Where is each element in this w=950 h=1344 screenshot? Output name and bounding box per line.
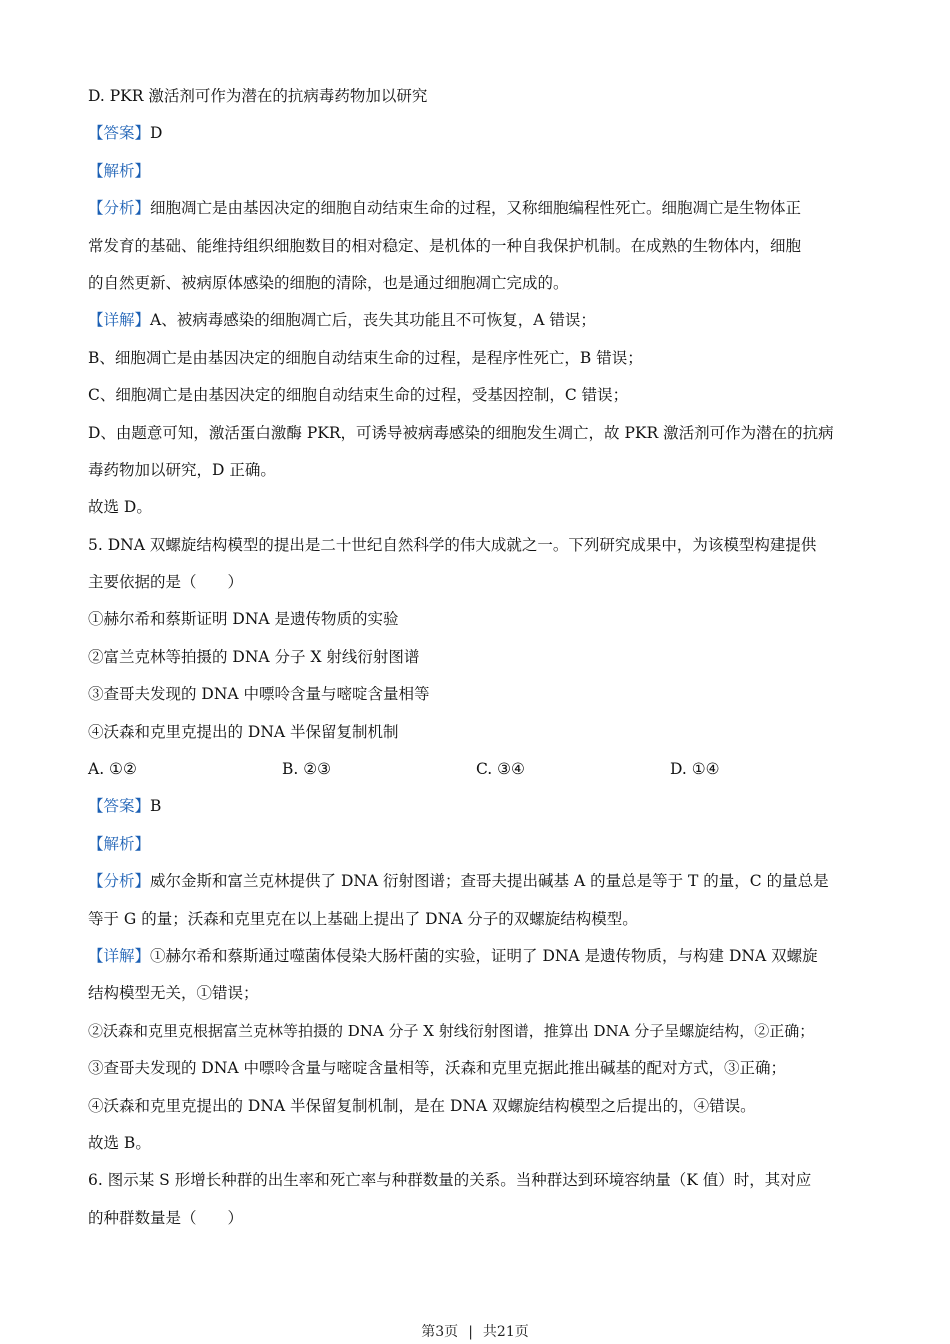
fenxi-tag: 【分析】 — [88, 199, 151, 218]
analysis-line: 的自然更新、被病原体感染的细胞的清除，也是通过细胞凋亡完成的。 — [88, 273, 569, 292]
answer-line-q4 — [88, 115, 868, 152]
detail-line: 毒药物加以研究，D 正确。 — [88, 460, 276, 479]
fenxi-tag: 【分析】 — [88, 872, 151, 891]
detail-tag: 【详解】 — [88, 946, 151, 965]
analysis-heading-q5 — [88, 826, 868, 863]
answer-tag: 【答案】 — [88, 124, 151, 143]
conclusion-line: 故选 B。 — [88, 1133, 151, 1152]
detail-text: A、被病毒感染的细胞凋亡后，丧失其功能且不可恢复，A 错误； — [150, 311, 596, 330]
answer-options — [88, 751, 868, 788]
analysis-line — [88, 190, 868, 227]
page-total: 共21页 — [482, 1324, 529, 1340]
question-6-stem: 6. 图示某 S 形增长种群的出生率和死亡率与种群数量的关系。当种群达到环境容纳量（K 值）时，其对应 — [88, 1171, 812, 1190]
question-6-stem: 的种群数量是（ ） — [88, 1208, 244, 1227]
analysis-line: 等于 G 的量；沃森和克里克在以上基础上提出了 DNA 分子的双螺旋结构模型。 — [88, 909, 638, 928]
detail-line: C、细胞凋亡是由基因决定的细胞自动结束生命的过程，受基因控制，C 错误； — [88, 386, 629, 405]
conclusion-line: 故选 D。 — [88, 498, 152, 517]
analysis-text: 细胞凋亡是由基因决定的细胞自动结束生命的过程，又称细胞编程性死亡。细胞凋亡是生物体正 — [150, 199, 802, 218]
question-5-stem: 5. DNA 双螺旋结构模型的提出是二十世纪自然科学的伟大成就之一。下列研究成果中，为该模型构建提供 — [88, 535, 817, 554]
answer-value: D — [150, 124, 163, 143]
analysis-line: 常发育的基础、能维持组织细胞数目的相对稳定、是机体的一种自我保护机制。在成熟的生物体内，细胞 — [88, 236, 802, 255]
answer-line-q5 — [88, 788, 868, 825]
footer-separator: | — [468, 1324, 473, 1340]
document-page — [88, 78, 868, 1237]
detail-line: ②沃森和克里克根据富兰克林等拍摄的 DNA 分子 X 射线衍射图谱，推算出 DNA 分子呈螺旋结构，②正确； — [88, 1021, 815, 1040]
answer-tag: 【答案】 — [88, 797, 151, 816]
analysis-heading-q4 — [88, 153, 868, 190]
analysis-text: 威尔金斯和富兰克林提供了 DNA 衍射图谱；查哥夫提出碱基 A 的量总是等于 T 的量，C 的量总是 — [150, 872, 829, 891]
analysis-tag: 【解析】 — [88, 834, 151, 853]
question-5-stem: 主要依据的是（ ） — [88, 573, 244, 592]
option-d: D. ①④ — [670, 760, 720, 779]
detail-line: D、由题意可知，激活蛋白激酶 PKR，可诱导被病毒感染的细胞发生凋亡，故 PKR 激活剂可作为潜在的抗病 — [88, 423, 834, 442]
page-footer — [0, 1321, 950, 1341]
detail-line — [88, 938, 868, 975]
answer-value: B — [150, 797, 162, 816]
option-b: B. ②③ — [282, 760, 332, 779]
detail-line — [88, 302, 868, 339]
detail-tag: 【详解】 — [88, 311, 151, 330]
detail-line: ③查哥夫发现的 DNA 中嘌呤含量与嘧啶含量相等，沃森和克里克据此推出碱基的配对方式，③正确； — [88, 1059, 787, 1078]
option-a: A. ①② — [88, 760, 137, 779]
detail-line: B、细胞凋亡是由基因决定的细胞自动结束生命的过程，是程序性死亡，B 错误； — [88, 348, 643, 367]
detail-line: ④沃森和克里克提出的 DNA 半保留复制机制，是在 DNA 双螺旋结构模型之后提出的，④错误。 — [88, 1096, 756, 1115]
detail-line: 结构模型无关，①错误； — [88, 984, 259, 1003]
statement-item: ③查哥夫发现的 DNA 中嘌呤含量与嘧啶含量相等 — [88, 685, 430, 704]
analysis-tag: 【解析】 — [88, 161, 151, 180]
analysis-line — [88, 863, 868, 900]
statement-item: ②富兰克林等拍摄的 DNA 分子 X 射线衍射图谱 — [88, 647, 420, 666]
detail-text: ①赫尔希和蔡斯通过噬菌体侵染大肠杆菌的实验，证明了 DNA 是遗传物质，与构建 DNA 双螺旋 — [150, 946, 818, 965]
statement-item: ④沃森和克里克提出的 DNA 半保留复制机制 — [88, 722, 399, 741]
page-number: 第3页 — [421, 1324, 459, 1340]
option-d-text: D. PKR 激活剂可作为潜在的抗病毒药物加以研究 — [88, 87, 428, 105]
statement-item: ①赫尔希和蔡斯证明 DNA 是遗传物质的实验 — [88, 610, 399, 629]
option-c: C. ③④ — [476, 760, 525, 779]
